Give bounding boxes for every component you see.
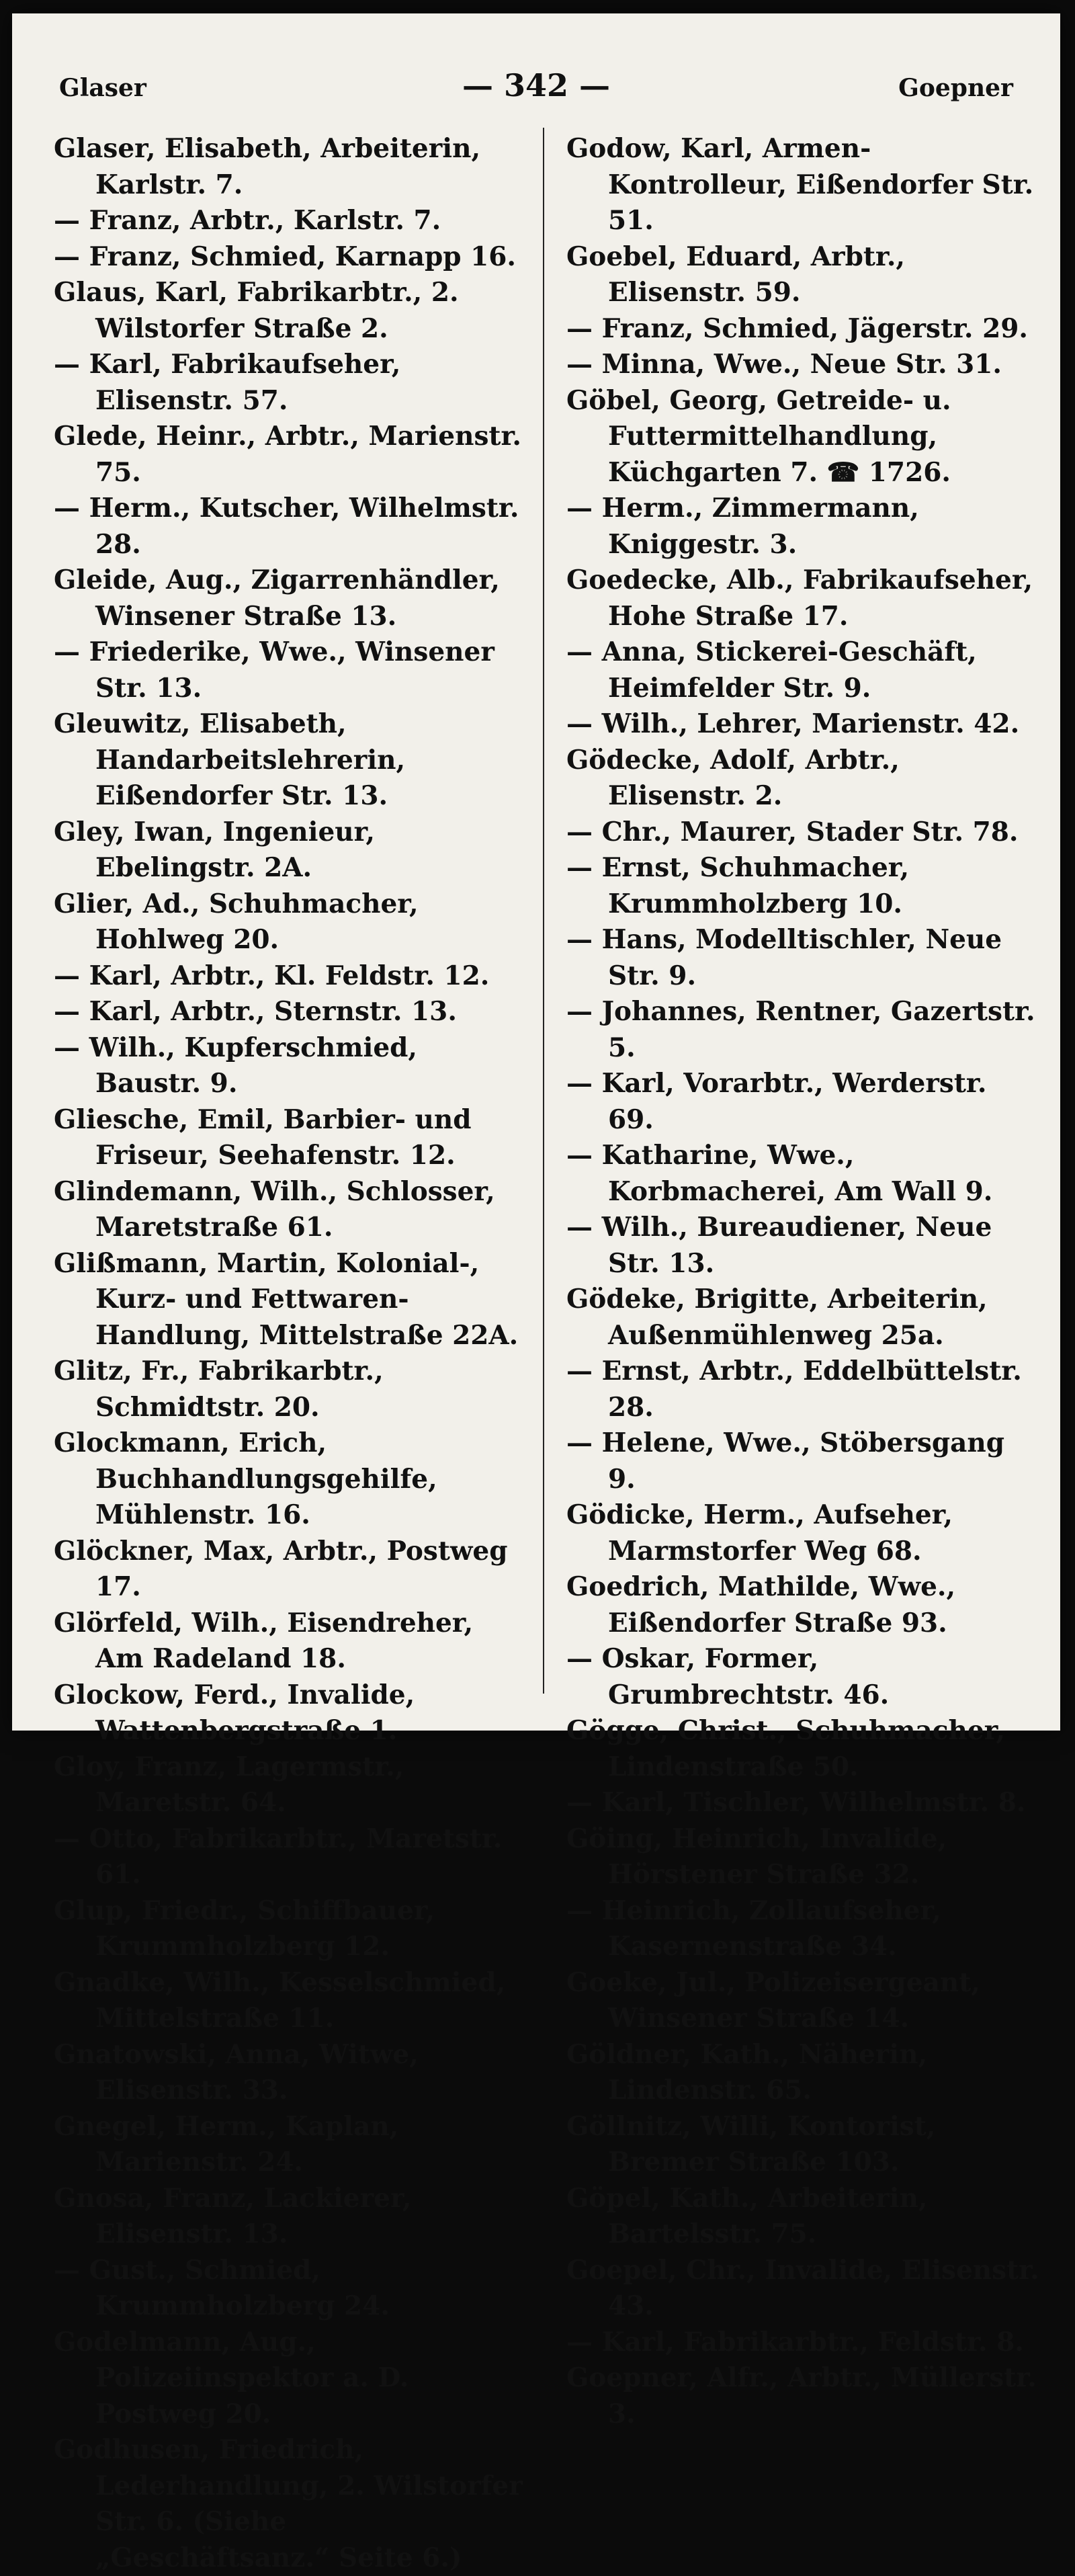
directory-entry: — Chr., Maurer, Stader Str. 78. [566,816,1019,847]
directory-entry: — Franz, Schmied, Jägerstr. 29. [566,313,1028,344]
directory-entry: — Karl, Arbtr., Sternstr. 13. [54,996,457,1027]
directory-entry: Gnadke, Wilh., Kesselschmied, Mittelstraße 11. [54,1966,515,2034]
directory-entry: — Wilh., Bureaudiener, Neue Str. 13. [566,1212,1001,1279]
directory-entry: Glißmann, Martin, Kolonial-, Kurz- und Fettwaren-Handlung, Mittelstraße 22A. [54,1247,519,1351]
directory-entry: — Katharine, Wwe., Korbmacherei, Am Wall 9. [566,1140,993,1207]
directory-entry: Göllnitz, Willi, Kontorist, Bremer Straße 103. [566,2110,945,2177]
directory-entry: — Herm., Kutscher, Wilhelmstr. 28. [54,493,529,560]
right-column [566,131,1049,2432]
directory-page [12,13,1060,2573]
directory-entry: Göing, Heinrich, Invalide, Hörstener Straße 32. [566,1823,956,1890]
directory-entry: — Heinrich, Zollaufseher, Kasernenstraße 34. [566,1895,951,1962]
directory-entry: — Anna, Stickerei-Geschäft, Heimfelder Str. 9. [566,636,986,704]
directory-entry: — Franz, Arbtr., Karlstr. 7. [54,205,441,236]
directory-entry: Glier, Ad., Schuhmacher, Hohlweg 20. [54,888,428,955]
directory-entry: — Ernst, Schuhmacher, Krummholzberg 10. [566,852,918,919]
directory-entry: Gnosa, Franz, Lackierer, Elisenstr. 13. [54,2182,421,2249]
directory-entry: Glockow, Ferd., Invalide, Wattenbergstraße 1. [54,1679,424,1746]
directory-entry: Gleide, Aug., Zigarrenhändler, Winsener Straße 13. [54,565,509,632]
directory-entry: Glaus, Karl, Fabrikarbtr., 2. Wilstorfer Straße 2. [54,277,468,344]
directory-entry: Gliesche, Emil, Barbier- und Friseur, Seehafenstr. 12. [54,1104,481,1171]
directory-entry: Glitz, Fr., Fabrikarbtr., Schmidtstr. 20. [54,1356,393,1423]
directory-entry: Gödicke, Herm., Aufseher, Marmstorfer Weg 68. [566,1499,962,1567]
directory-entry: Gödeke, Brigitte, Arbeiterin, Außenmühlenweg 25a. [566,1284,997,1351]
directory-entry: — Otto, Fabrikarbtr., Maretstr. 61. [54,1823,511,1890]
directory-entry: — Wilh., Lehrer, Marienstr. 42. [566,708,1020,739]
directory-entry: — Ernst, Arbtr., Eddelbüttelstr. 28. [566,1356,1031,1423]
directory-entry: — Karl, Fabrikarbtr., Feldstr. 8. [566,2326,1024,2358]
directory-entry: Glindemann, Wilh., Schlosser, Maretstraße 61. [54,1175,505,1243]
directory-entry: Gnatowski, Anna, Witwe, Elisenstr. 33. [54,2038,428,2106]
directory-entry: — Gust., Schmied, Krummholzberg 24. [54,2254,390,2321]
directory-entry: Goepner, Alfr., Arbtr., Müllerstr. 3. [566,2362,1046,2429]
directory-entry: Goedrich, Mathilde, Wwe., Eißendorfer Straße 93. [566,1571,965,1638]
directory-entry: Göbel, Georg, Getreide- u. Futtermittelhandlung, Küchgarten 7. ☎ 1726. [566,384,961,488]
directory-entry: Godelmann, Aug., Polizeiinspektor a. D. Postweg 20. [54,2326,419,2429]
directory-entry: Gley, Iwan, Ingenieur, Ebelingstr. 2A. [54,816,384,883]
page-number: — 342 — [462,67,611,103]
directory-entry: — Hans, Modelltischler, Neue Str. 9. [566,924,1011,991]
page-header [12,62,1060,109]
column-divider [543,128,544,1694]
directory-entry: Gloy, Franz, Lagermstr., Maretstr. 64. [54,1751,413,1818]
right-catchword: Goepner [898,74,1013,102]
directory-entry: — Karl, Fabrikaufseher, Elisenstr. 57. [54,349,410,416]
directory-entry: — Helene, Wwe., Stöbersgang 9. [566,1427,1014,1495]
directory-entry: Godhusen, Friedrich, Lederhandlung, 2. Wilstorfer Str. 6. (Siehe „Geschäftsanz.“ Seite 6.) [54,2434,532,2573]
directory-entry: — Franz, Schmied, Karnapp 16. [54,241,516,272]
directory-entry: — Karl, Arbtr., Kl. Feldstr. 12. [54,960,490,991]
directory-entry: Glede, Heinr., Arbtr., Marienstr. 75. [54,421,531,488]
directory-entry: Gnegel, Herm., Kaplan, Marienstr. 24. [54,2110,408,2177]
directory-entry: Göldner, Kath., Näherin, Lindenstr. 65. [566,2038,937,2106]
directory-entry: Glöckner, Max, Arbtr., Postweg 17. [54,1535,517,1602]
directory-entry: — Oskar, Former, Grumbrechtstr. 46. [566,1643,890,1710]
left-catchword: Glaser [59,74,146,102]
directory-entry: — Wilh., Kupferschmied, Baustr. 9. [54,1032,427,1099]
directory-entry: Glaser, Elisabeth, Arbeiterin, Karlstr. 7. [54,133,490,200]
directory-entry: Glörfeld, Wilh., Eisendreher, Am Radeland 18. [54,1607,482,1674]
directory-entry: — Karl, Tischler, Wilhelmstr. 8. [566,1787,1026,1818]
directory-entry: — Friederike, Wwe., Winsener Str. 13. [54,636,504,704]
directory-entry: Goebel, Eduard, Arbtr., Elisenstr. 59. [566,241,914,308]
left-column [54,131,532,2576]
directory-entry: Gödecke, Adolf, Arbtr., Elisenstr. 2. [566,744,909,811]
directory-entry: Godow, Karl, Armen-Kontrolleur, Eißendorfer Str. 51. [566,133,1043,236]
directory-entry: Glockmann, Erich, Buchhandlungsgehilfe, Mühlenstr. 16. [54,1427,447,1530]
directory-entry: Glup, Friedr., Schiffbauer, Krummholzberg 12. [54,1895,444,1962]
directory-entry: Goedecke, Alb., Fabrikaufseher, Hohe Straße 17. [566,565,1042,632]
directory-entry: Gögge, Christ., Schuhmacher, Lindenstraße 50. [566,1715,1015,1782]
directory-entry: — Herm., Zimmermann, Kniggestr. 3. [566,493,929,560]
directory-entry: Göpel, Kath., Arbeiterin, Bartelsstr. 75. [566,2182,937,2249]
directory-entry: Goeke, Jul., Polizeisergeant, Winsener Straße 14. [566,1966,990,2034]
directory-entry: — Johannes, Rentner, Gazertstr. 5. [566,996,1045,1063]
directory-entry: Goepel, Chr., Invalide, Elisenstr. 43. [566,2254,1049,2321]
directory-entry: — Minna, Wwe., Neue Str. 31. [566,349,1002,380]
directory-entry: Gleuwitz, Elisabeth, Handarbeitslehrerin, Eißendorfer Str. 13. [54,708,415,811]
directory-entry: — Karl, Vorarbtr., Werderstr. 69. [566,1068,996,1135]
